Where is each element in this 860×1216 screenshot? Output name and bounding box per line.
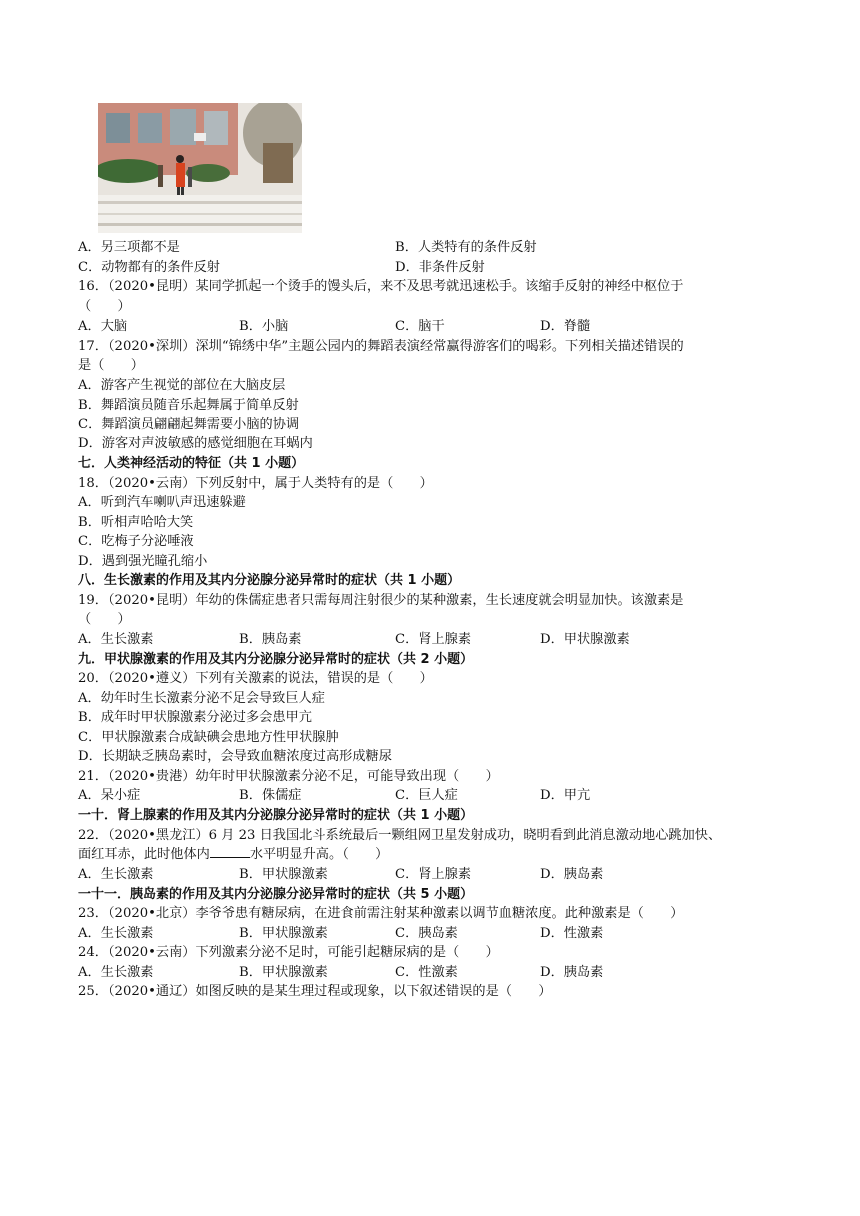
q17-option-c: C．舞蹈演员翩翩起舞需要小脑的协调 xyxy=(78,417,300,432)
q20-option-b: B．成年时甲状腺激素分泌过多会患甲亢 xyxy=(78,710,312,725)
q22-stem: 22．（2020•黑龙江）6 月 23 日我国北斗系统最后一颗组网卫星发射成功，晓明看到此消息激动地心跳加快、 xyxy=(78,828,722,843)
q17-option-b: B．舞蹈演员随音乐起舞属于简单反射 xyxy=(78,398,299,413)
q16-option-d: D．脊髓 xyxy=(540,319,591,334)
q17-option-d: D．游客对声波敏感的感觉细胞在耳蜗内 xyxy=(78,436,313,451)
q19-option-d: D．甲状腺激素 xyxy=(540,632,630,647)
q21-option-d: D．甲亢 xyxy=(540,788,591,803)
q23-option-d: D．性激素 xyxy=(540,926,604,941)
section-8-heading: 八．生长激素的作用及其内分泌腺分泌异常时的症状（共 1 小题） xyxy=(78,573,461,588)
q19-option-b: B．胰岛素 xyxy=(239,632,302,647)
q16-stem-line2: （ ） xyxy=(78,299,131,314)
q21-option-a: A．呆小症 xyxy=(78,788,141,803)
q17-stem-line2: 是（ ） xyxy=(78,358,144,373)
q24-stem: 24．（2020•云南）下列激素分泌不足时，可能引起糖尿病的是（ ） xyxy=(78,945,499,960)
q23-option-a: A．生长激素 xyxy=(78,926,154,941)
q24-option-d: D．胰岛素 xyxy=(540,965,604,980)
q22-option-d: D．胰岛素 xyxy=(540,867,604,882)
q18-option-b: B．听相声哈哈大笑 xyxy=(78,515,194,530)
q19-stem-line2: （ ） xyxy=(78,612,131,627)
q23-stem: 23．（2020•北京）李爷爷患有糖尿病，在进食前需注射某种激素以调节血糖浓度。此种激素是（ ） xyxy=(78,906,684,921)
q16-option-c: C．脑干 xyxy=(395,319,445,334)
q15-option-a: A．另三项都不是 xyxy=(78,240,180,255)
q22-stem-part2: 水平明显升高。（ ） xyxy=(249,847,389,862)
q16-option-a: A．大脑 xyxy=(78,319,128,334)
q20-stem: 20．（2020•遵义）下列有关激素的说法，错误的是（ ） xyxy=(78,671,433,686)
q20-option-c: C．甲状腺激素合成缺碘会患地方性甲状腺肿 xyxy=(78,730,339,745)
q21-option-c: C．巨人症 xyxy=(395,788,458,803)
q22-option-c: C．肾上腺素 xyxy=(395,867,472,882)
q19-option-c: C．肾上腺素 xyxy=(395,632,472,647)
q18-stem: 18．（2020•云南）下列反射中，属于人类特有的是（ ） xyxy=(78,476,433,491)
q15-option-b: B．人类特有的条件反射 xyxy=(395,240,537,255)
q24-option-b: B．甲状腺激素 xyxy=(239,965,328,980)
q19-stem: 19．（2020•昆明）年幼的侏儒症患者只需每周注射很少的某种激素，生长速度就会明显加快。该激素是 xyxy=(78,593,684,608)
q23-option-c: C．胰岛素 xyxy=(395,926,458,941)
q23-option-b: B．甲状腺激素 xyxy=(239,926,328,941)
q16-stem: 16．（2020•昆明）某同学抓起一个烫手的馒头后，来不及思考就迅速松手。该缩手反射的神经中枢位于 xyxy=(78,279,684,294)
q19-option-a: A．生长激素 xyxy=(78,632,154,647)
section-9-heading: 九．甲状腺激素的作用及其内分泌腺分泌异常时的症状（共 2 小题） xyxy=(78,652,474,667)
q17-stem: 17．（2020•深圳）深圳“锦绣中华”主题公园内的舞蹈表演经常赢得游客们的喝彩。下列相关描述错误的 xyxy=(78,339,684,354)
q15-option-c: C．动物都有的条件反射 xyxy=(78,260,220,275)
q22-option-b: B．甲状腺激素 xyxy=(239,867,328,882)
q22-option-a: A．生长激素 xyxy=(78,867,154,882)
q24-option-c: C．性激素 xyxy=(395,965,458,980)
section-7-heading: 七．人类神经活动的特征（共 1 小题） xyxy=(78,456,305,471)
section-11-heading: 一十一．胰岛素的作用及其内分泌腺分泌异常时的症状（共 5 小题） xyxy=(78,887,474,902)
q20-option-a: A．幼年时生长激素分泌不足会导致巨人症 xyxy=(78,691,325,706)
q21-option-b: B．侏儒症 xyxy=(239,788,302,803)
q20-option-d: D．长期缺乏胰岛素时，会导致血糖浓度过高形成糖尿 xyxy=(78,749,392,764)
section-10-heading: 一十．肾上腺素的作用及其内分泌腺分泌异常时的症状（共 1 小题） xyxy=(78,808,474,823)
q21-stem: 21．（2020•贵港）幼年时甲状腺激素分泌不足，可能导致出现（ ） xyxy=(78,769,499,784)
q22-stem-part1: 面红耳赤，此时他体内 xyxy=(78,847,210,862)
q22-stem-line2 xyxy=(78,845,388,864)
q22-blank xyxy=(210,845,250,858)
q18-option-a: A．听到汽车喇叭声迅速躲避 xyxy=(78,495,246,510)
q18-option-d: D．遇到强光瞳孔缩小 xyxy=(78,554,208,569)
q24-option-a: A．生长激素 xyxy=(78,965,154,980)
street-photo xyxy=(98,103,302,233)
q25-stem: 25．（2020•通辽）如图反映的是某生理过程或现象，以下叙述错误的是（ ） xyxy=(78,984,552,999)
q16-option-b: B．小脑 xyxy=(239,319,289,334)
q15-option-d: D．非条件反射 xyxy=(395,260,485,275)
q18-option-c: C．吃梅子分泌唾液 xyxy=(78,534,194,549)
q17-option-a: A．游客产生视觉的部位在大脑皮层 xyxy=(78,378,286,393)
